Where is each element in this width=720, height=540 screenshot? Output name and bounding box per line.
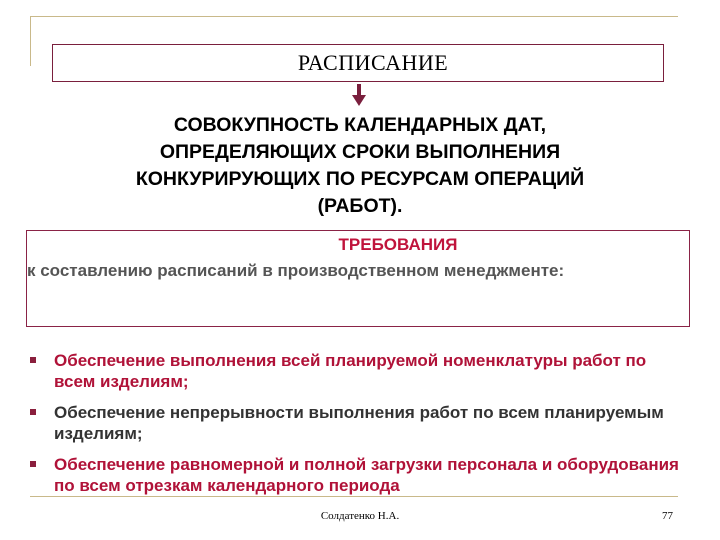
list-item-text: Обеспечение равномерной и полной загрузки персонала и оборудования по всем отрезкам календарного периода <box>54 455 679 495</box>
requirements-subtitle: к составлению расписаний в производственном менеджменте: <box>27 261 565 280</box>
square-bullet-icon <box>30 461 36 467</box>
decorative-left-line <box>30 16 31 66</box>
requirements-box <box>26 230 690 327</box>
list-item <box>30 350 692 392</box>
square-bullet-icon <box>30 409 36 415</box>
title-box <box>52 44 664 82</box>
list-item <box>30 454 692 496</box>
slide-title: РАСПИСАНИЕ <box>297 50 449 75</box>
list-item-text: Обеспечение выполнения всей планируемой номенклатуры работ по всем изделиям; <box>54 351 647 391</box>
definition-line: СОВОКУПНОСТЬ КАЛЕНДАРНЫХ ДАТ, <box>173 114 547 136</box>
page-number: 77 <box>662 510 673 522</box>
requirements-title: ТРЕБОВАНИЯ <box>338 235 458 254</box>
definition-text <box>80 112 640 220</box>
square-bullet-icon <box>30 357 36 363</box>
definition-line: КОНКУРИРУЮЩИХ ПО РЕСУРСАМ ОПЕРАЦИЙ <box>135 168 585 190</box>
list-item <box>30 402 692 444</box>
list-item-text: Обеспечение непрерывности выполнения работ по всем планируемым изделиям; <box>54 403 664 443</box>
arrow-down-icon <box>352 84 366 106</box>
definition-line: (РАБОТ). <box>317 195 403 217</box>
decorative-top-line <box>30 16 678 17</box>
footer-author: Солдатенко Н.А. <box>320 510 400 522</box>
requirements-list <box>30 350 692 506</box>
definition-line: ОПРЕДЕЛЯЮЩИХ СРОКИ ВЫПОЛНЕНИЯ <box>159 141 561 163</box>
